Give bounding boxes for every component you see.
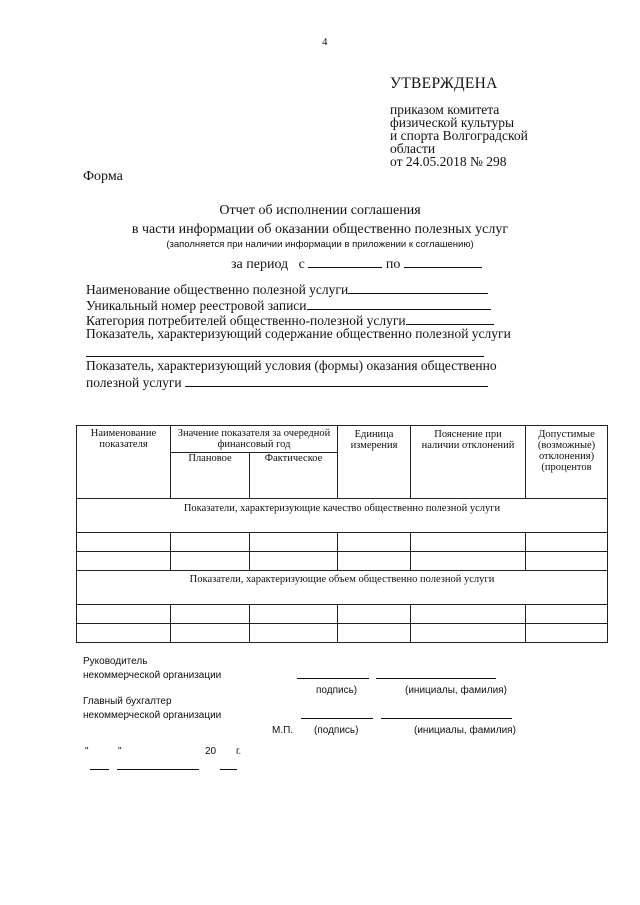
table-row [77, 533, 608, 552]
table-cell[interactable] [526, 552, 608, 571]
date-quote-open: " [85, 746, 89, 757]
table-cell[interactable] [338, 605, 411, 624]
content-indicator-field[interactable] [86, 356, 484, 357]
service-name-field[interactable] [348, 280, 488, 294]
table-cell[interactable] [338, 624, 411, 643]
form-label: Форма [83, 169, 123, 184]
accountant-organization: некоммерческой организации [83, 710, 222, 721]
header-deviation-reason: Пояснение при наличии отклонений [411, 426, 526, 499]
table-cell[interactable] [411, 552, 526, 571]
approval-line: физической культуры [390, 115, 515, 130]
head-signature-label: подпись) [316, 685, 358, 696]
header-indicator-name: Наименование показателя [77, 426, 171, 499]
table-cell[interactable] [250, 552, 338, 571]
date-quote-close: " [118, 746, 122, 757]
table-cell[interactable] [250, 605, 338, 624]
period-to-label: по [385, 257, 401, 272]
report-subtitle: в части информации об оказании общественно полезных услуг [131, 222, 509, 237]
table-cell[interactable] [171, 624, 250, 643]
table-cell[interactable] [77, 605, 171, 624]
consumer-category-field[interactable] [406, 311, 494, 325]
conditions-indicator-label-2: полезной услуги [86, 375, 182, 390]
table-row [77, 605, 608, 624]
consumer-category-label: Категория потребителей общественно-полезной услуги [86, 313, 406, 328]
header-planned: Плановое [171, 453, 250, 499]
conditions-indicator-row [86, 373, 488, 391]
date-day-field[interactable] [90, 769, 109, 770]
approval-line: приказом комитета [390, 102, 500, 117]
approval-line: от 24.05.2018 № 298 [390, 154, 507, 169]
table-cell[interactable] [171, 605, 250, 624]
registry-number-label: Уникальный номер реестровой записи [86, 298, 307, 313]
content-indicator-label: Показатель, характеризующий содержание общественно полезной услуги [86, 326, 511, 341]
report-title: Отчет об исполнении соглашения [219, 203, 421, 218]
stamp-label: М.П. [272, 725, 294, 736]
table-cell[interactable] [77, 533, 171, 552]
table-row [77, 624, 608, 643]
accountant-initials-field[interactable] [381, 718, 512, 719]
conditions-indicator-label: Показатель, характеризующий условия (формы) оказания общественно [86, 358, 497, 373]
accountant-signature-label: (подпись) [314, 725, 359, 736]
head-signature-field[interactable] [297, 678, 369, 679]
service-name-label: Наименование общественно полезной услуги [86, 282, 349, 297]
registry-number-field[interactable] [307, 296, 491, 310]
table-cell[interactable] [411, 533, 526, 552]
table-row [77, 552, 608, 571]
accountant-title: Главный бухгалтер [83, 696, 172, 707]
table-cell[interactable] [77, 552, 171, 571]
report-note: (заполняется при наличии информации в приложении к соглашению) [166, 239, 474, 250]
table-cell[interactable] [338, 552, 411, 571]
head-organization: некоммерческой организации [83, 670, 222, 681]
table-cell[interactable] [526, 533, 608, 552]
period-to-field[interactable] [404, 254, 482, 268]
header-actual: Фактическое [250, 453, 338, 499]
date-month-field[interactable] [117, 769, 199, 770]
indicators-table [76, 425, 608, 643]
table-cell[interactable] [338, 533, 411, 552]
table-cell[interactable] [411, 605, 526, 624]
approval-line: области [390, 141, 436, 156]
table-cell[interactable] [526, 624, 608, 643]
table-cell[interactable] [250, 533, 338, 552]
table-cell[interactable] [526, 605, 608, 624]
page-number: 4 [322, 36, 328, 48]
period-from-label: с [298, 257, 305, 272]
head-initials-label: (инициалы, фамилия) [405, 685, 507, 696]
table-cell[interactable] [77, 624, 171, 643]
table-cell[interactable] [250, 624, 338, 643]
conditions-indicator-field[interactable] [185, 373, 488, 387]
table-cell[interactable] [171, 552, 250, 571]
accountant-initials-label: (инициалы, фамилия) [414, 725, 516, 736]
approval-title: УТВЕРЖДЕНА [390, 75, 498, 92]
period-from-field[interactable] [308, 254, 382, 268]
date-year-prefix: 20 [205, 746, 217, 757]
section-volume: Показатели, характеризующие объем общественно полезной услуги [77, 571, 608, 605]
header-allowed-deviation: Допустимые (возможные) отклонения) (процентов [526, 426, 608, 499]
header-value-group: Значение показателя за очередной финансовый год [171, 426, 338, 453]
table-cell[interactable] [171, 533, 250, 552]
period-label: за период [231, 257, 289, 272]
date-year-field[interactable] [220, 769, 237, 770]
head-initials-field[interactable] [376, 678, 496, 679]
period-row [231, 254, 482, 273]
table-cell[interactable] [411, 624, 526, 643]
section-quality: Показатели, характеризующие качество общественно полезной услуги [77, 499, 608, 533]
approval-line: и спорта Волгоградской [390, 128, 528, 143]
accountant-signature-field[interactable] [301, 718, 373, 719]
head-title: Руководитель [83, 656, 148, 667]
date-year-suffix: г. [236, 746, 242, 757]
header-unit: Единица измерения [338, 426, 411, 499]
